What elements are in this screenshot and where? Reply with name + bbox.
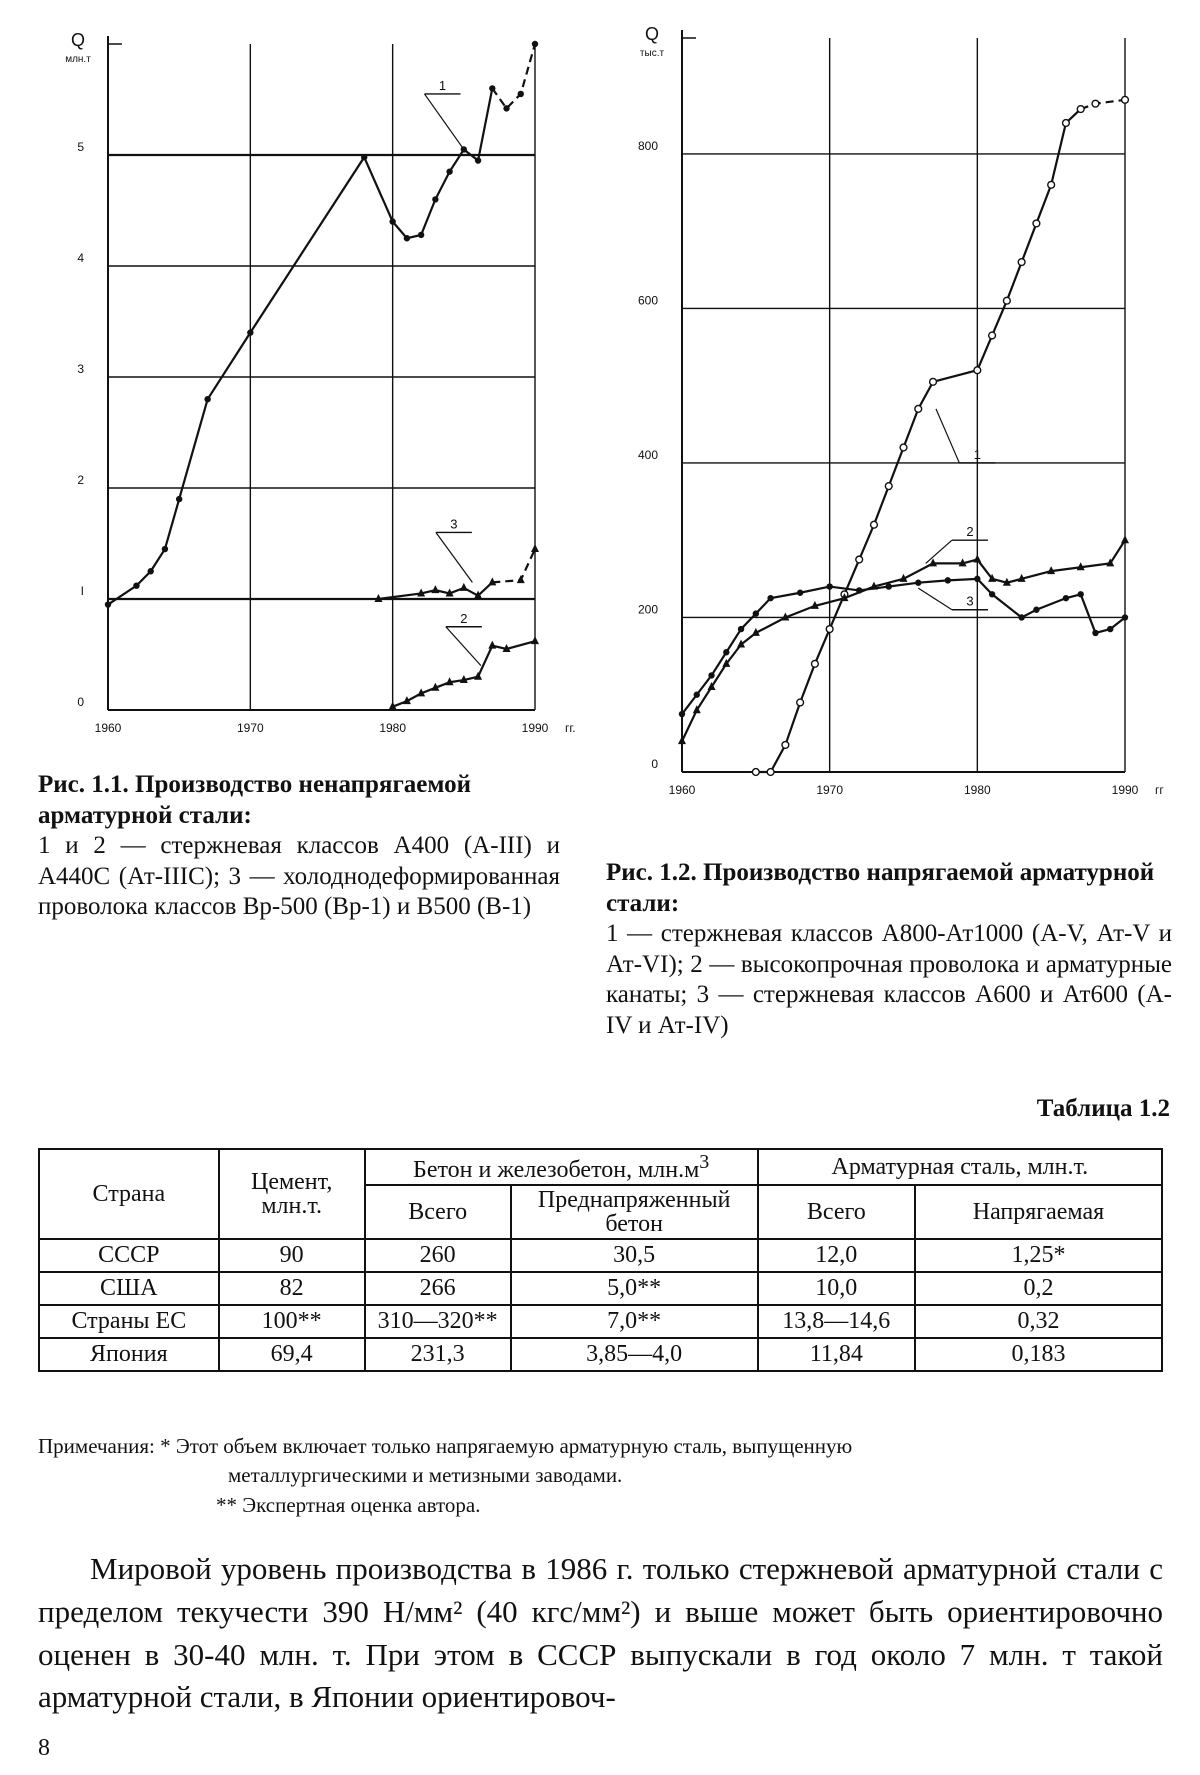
y-tick-label: 200 [637,602,658,617]
series-2 [389,611,539,710]
data-point [162,546,168,552]
cell-country: США [39,1272,219,1305]
chart-svg [600,20,1164,810]
data-point [900,444,907,451]
header-concrete-group-label: Бетон и железобетон, млн.м [413,1157,700,1183]
series-label: 3 [450,516,458,532]
data-point [738,626,744,632]
x-tick-label: 1970 [236,721,264,735]
series-line [682,540,1125,741]
x-tick-label: 1980 [379,721,407,735]
data-point [1033,220,1040,227]
cell-steel-prestressed: 0,2 [915,1272,1162,1305]
note-1 [38,1432,1168,1491]
y-axis-label: Q [70,30,86,50]
series-label: 1 [438,77,447,93]
note-1-line-2: металлургическими и метизными заводами. [228,1463,623,1488]
data-point [974,367,981,374]
data-point [753,610,759,616]
figure-1-1-caption [38,770,560,923]
series-1 [105,41,538,608]
data-point [432,196,438,202]
data-point [915,405,922,412]
data-point [930,378,937,385]
y-axis-label: Q [644,24,660,44]
page-number: 8 [38,1735,50,1761]
series-line [682,579,1125,714]
data-point [856,556,863,563]
y-tick-label: 400 [637,447,658,462]
cell-steel-prestressed: 0,32 [915,1305,1162,1338]
data-point [518,91,524,97]
data-point [204,396,210,402]
x-tick-label: 1980 [963,783,991,797]
data-point [148,568,154,574]
y-tick-label: 800 [637,138,658,153]
header-steel-total: Всего [758,1185,915,1239]
data-point [446,168,452,174]
series-line-dashed [492,549,535,582]
series-2 [678,524,1129,744]
figure-1-1-title: Рис. 1.1. Производство ненапрягаемой арматурной стали: [38,771,471,829]
data-point [752,769,759,776]
data-point [247,329,253,335]
table-row [39,1272,1162,1305]
series-label: 2 [460,610,468,626]
series-line [393,641,535,706]
note-1-line-1: * Этот объем включает только напрягаемую арматурную сталь, выпущенную [160,1434,853,1458]
data-point [389,218,395,224]
cell-concrete-prestressed: 5,0** [511,1272,758,1305]
data-point [797,699,804,706]
data-point [989,332,996,339]
figure-1-2-title: Рис. 1.2. Производство напрягаемой арматурной стали: [606,859,1155,917]
data-point [782,742,789,749]
figure-1-2-legend-text: 1 — стержневая классов А800-Ат1000 (А-V, Ат-V и Ат-VI); 2 — высокопрочная проволока и арматурные канаты; 3 — стержневая классов А600 и Ат600 (А-IV и Ат-IV) [606,920,1172,1039]
cell-cement: 90 [219,1239,365,1272]
data-point [1107,626,1113,632]
data-point [1048,181,1055,188]
chart-rebar-nonprestressed [20,20,600,760]
data-point [826,626,833,633]
y-tick-label: 5 [77,140,84,154]
y-tick-label: 2 [77,473,84,487]
data-point [973,555,981,563]
x-tick-label: 1990 [1111,783,1139,797]
data-point [915,580,921,586]
data-point [1078,591,1084,597]
data-point [489,85,495,91]
table-row [39,1338,1162,1371]
x-unit-label: гг. [565,721,576,735]
data-point [460,583,468,591]
table-row [39,1305,1162,1338]
x-tick-label: 1970 [816,783,844,797]
cell-steel-prestressed: 1,25* [915,1239,1162,1272]
header-concrete-total: Всего [365,1185,511,1239]
series-label: 1 [973,446,981,462]
cell-steel-total: 13,8—14,6 [758,1305,915,1338]
data-point [532,41,538,47]
cell-steel-total: 10,0 [758,1272,915,1305]
data-point [723,649,729,655]
series-3 [679,576,1128,718]
series-line-dashed [492,44,535,108]
header-concrete-sup: 3 [699,1151,710,1173]
x-tick-label: 1990 [521,721,549,735]
header-steel-prestressed: Напрягаемая [915,1185,1162,1239]
grid [108,44,535,710]
data-point [1063,595,1069,601]
data-point [797,590,803,596]
data-point [826,583,832,589]
data-point [105,601,111,607]
data-point [694,692,700,698]
series-1 [752,96,1128,775]
series-label: 2 [966,524,974,540]
x-tick-label: 1960 [94,721,122,735]
data-point [1121,535,1129,543]
y-tick-label: 4 [77,251,84,265]
data-point [1122,96,1129,103]
cell-cement: 69,4 [219,1338,365,1371]
data-point [488,641,496,649]
data-point [531,544,539,552]
data-point [989,591,995,597]
data-point [856,587,862,593]
series-line [108,88,492,604]
cell-steel-total: 12,0 [758,1239,915,1272]
table-notes [38,1432,1168,1520]
series-callout-leader [918,588,952,610]
notes-prefix: Примечания: [38,1434,155,1458]
header-country: Страна [39,1149,219,1239]
data-point [1063,120,1070,127]
data-point [503,105,509,111]
cell-steel-total: 11,84 [758,1338,915,1371]
series-line [756,109,1081,772]
data-point [475,157,481,163]
series-line-dashed [1081,100,1125,109]
data-point [1092,630,1098,636]
x-unit-label: гг [1155,783,1164,797]
series-callout-leader [436,532,473,582]
cell-cement: 100** [219,1305,365,1338]
cell-concrete-total: 260 [365,1239,511,1272]
data-point [404,235,410,241]
series-label: 3 [966,593,974,609]
data-point [361,154,367,160]
data-point [1003,297,1010,304]
production-table [38,1148,1163,1372]
data-point [945,577,951,583]
data-point [431,585,439,593]
data-point [974,576,980,582]
y-tick-label: 0 [77,695,84,709]
grid [682,38,1125,772]
data-point [176,496,182,502]
data-point [1077,106,1084,113]
series-callout-leader [446,627,481,666]
table-label: Таблица 1.2 [1036,1095,1170,1122]
chart-rebar-prestressed [600,20,1164,810]
cell-country: Япония [39,1338,219,1371]
cell-country: СССР [39,1239,219,1272]
header-concrete-group [365,1149,758,1185]
cell-concrete-prestressed: 30,5 [511,1239,758,1272]
cell-concrete-prestressed: 7,0** [511,1305,758,1338]
y-axis-unit: тыс.т [639,48,665,59]
chart-svg [20,20,600,760]
y-axis-unit: млн.т [65,54,91,65]
cell-country: Страны ЕС [39,1305,219,1338]
data-point [871,521,878,528]
data-point [1018,614,1024,620]
data-point [679,711,685,717]
data-point [812,660,819,667]
data-point [767,595,773,601]
cell-steel-prestressed: 0,183 [915,1338,1162,1371]
y-tick-label: 3 [77,362,84,376]
data-point [1122,614,1128,620]
header-steel-group: Арматурная сталь, млн.т. [758,1149,1162,1185]
data-point [886,583,892,589]
series-3 [374,516,539,602]
data-point [133,582,139,588]
data-point [531,636,539,644]
data-point [708,672,714,678]
header-cement: Цемент, млн.т. [219,1149,365,1239]
data-point [1018,259,1025,266]
data-point [767,769,774,776]
table-row [39,1239,1162,1272]
y-tick-label: 600 [637,293,658,308]
series-callout-leader [424,94,463,150]
note-2: ** Экспертная оценка автора. [216,1492,481,1517]
figure-1-1-legend-text: 1 и 2 — стержневая классов А400 (А-III) и А440С (Ат-IIIС); 3 — холоднодеформированная проволока классов Вр-500 (Вр-1) и В500 (В-1) [38,832,560,920]
data-point [418,232,424,238]
body-paragraph: Мировой уровень производства в 1986 г. только стержневой арматурной стали с пределом текучести 390 Н/мм² (40 кгс/мм²) и выше может быть ориентировочно оценен в 30-40 млн. т. При этом в СССР выпускали в год около 7 млн. т такой арматурной стали, в Японии ориентировоч- [38,1551,1163,1715]
data-point [1033,607,1039,613]
cell-concrete-total: 231,3 [365,1338,511,1371]
cell-concrete-prestressed: 3,85—4,0 [511,1338,758,1371]
cell-concrete-total: 266 [365,1272,511,1305]
y-tick-label: 0 [651,757,658,771]
figure-1-2-caption [606,858,1172,1041]
cell-concrete-total: 310—320** [365,1305,511,1338]
x-tick-label: 1960 [668,783,696,797]
series-callout-leader [926,540,952,563]
y-tick-label: I [80,584,84,598]
data-point [1092,100,1099,107]
cell-cement: 82 [219,1272,365,1305]
data-point [885,483,892,490]
series-callout-leader [936,409,959,463]
header-concrete-prestressed: Преднапряженный бетон [511,1185,758,1239]
